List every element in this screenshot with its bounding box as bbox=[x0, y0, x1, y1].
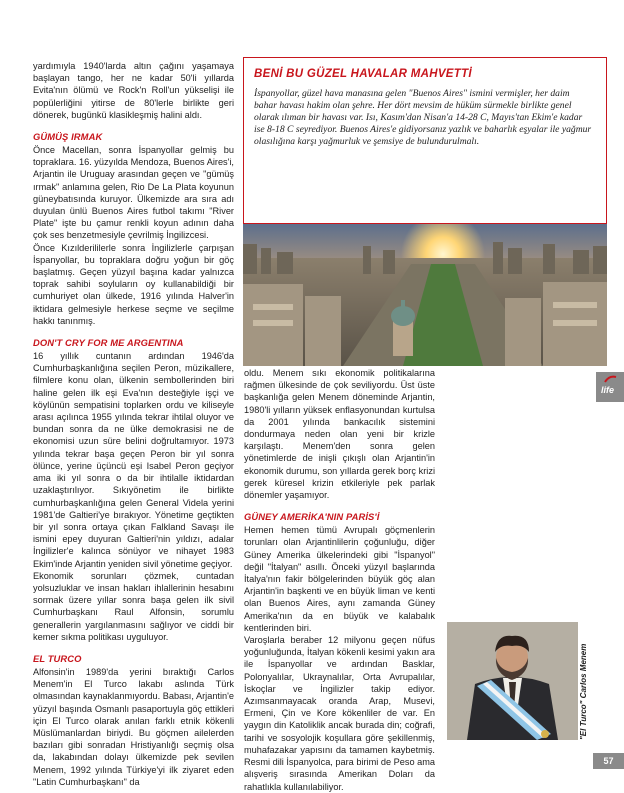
photo-caption: "El Turco" Carlos Menem bbox=[579, 643, 588, 740]
weather-info-box bbox=[243, 57, 607, 224]
weather-box-title: BENİ BU GÜZEL HAVALAR MAHVETTİ bbox=[254, 68, 472, 80]
paragraph: Ekonomik sorunları çözmek, cuntadan yolsuzluklar ve insan hakları ihlallerinin hesabını sormak üzere yıllar sonra başa gelen ilk sivil Cumhurbaşkanı Raul Alfonsin, sorumlu generallerin yargılanmasını sağlıyor ve ciddi bir kemer sıkma politikası uyguluyor. bbox=[33, 570, 234, 642]
section-heading-gumus-irmak: GÜMÜŞ IRMAK bbox=[33, 131, 103, 143]
section-heading-el-turco: EL TURCO bbox=[33, 652, 82, 664]
portrait-illustration bbox=[447, 622, 578, 740]
left-text-column bbox=[33, 60, 234, 788]
paragraph: 16 yıllık cuntanın ardından 1946'da Cumhurbaşkanlığına seçilen Peron, müzikallere, filmlere konu olan, ülkenin sembollerinden biri haline gelen ilk eşi Eva'nın desteğiyle işçi ve köylünün sempatisini toplarken ordu ve kiliseyle arası açılınca 1955 yılında tekrar ihtilal oluyor ve bundan sonra da ne ülke demokrasisi ne de ekonomisi uzun süre belini doğrultamıyor. 1973 yılında tekrar başa geçen Peron bir yıl sonra ölünce, yerine üçüncü eşi Isabel Peron geçiyor ama iki yıl sonra o da bir ihtilalle iktidardan uzaklaştırılıyor. Sıkıyönetim ile birlikte cumhurbaşkanlığına gelen General Videla yerini 1981'de Galtieri'ye bırakıyor. Yönetime geçtikten bir yıl sonra ortaya çıkan Falkland Savaşı ile ismini epey duyuran Galtieri'nin yıldızı, adalar İngilizler'e kalınca sönüyor ve nihayet 1983 Ekim'inde Arjantin yeniden sivil yönetime geçiyor. bbox=[33, 351, 234, 569]
carlos-menem-photo bbox=[447, 622, 578, 740]
section-heading-guney-amerika: GÜNEY AMERİKA'NIN PARİS'İ bbox=[244, 511, 380, 523]
paragraph: Hemen hemen tümü Avrupalı göçmenlerin torunları olan Arjantinlilerin çoğunluğu, diğer Güney Amerika ülkelerindeki gibi "İspanyol" değil "İtalyan" asıllı. Önceki yüzyıl başlarında İtalya'nın fakir bölgelerinden büyük göç alan Arjantin'in başkenti ve en büyük liman ve kenti olan Buenos Aires, aynı zamanda Güney Amerika'nın da en büyük ve kalabalık kentlerinden biri. bbox=[244, 525, 435, 633]
paragraph: Önce Kızılderililerle sonra İngilizlerle çarpışan İspanyollar, bu topraklara doğru yoğun bir göç başlatmış. Geçen yüzyıl başına kadar yalnızca toprak sahibi soyluların oy kullanabildiği bir cumhuriyet olan ülkede, 1916 yılında Halver'in iktidara gelmesiyle herkese seçme ve seçilme hakkı tanınmış. bbox=[33, 242, 234, 326]
logo-swoosh-icon bbox=[604, 375, 617, 384]
middle-text-column bbox=[244, 367, 435, 793]
paragraph: yardımıyla 1940'larda altın çağını yaşamaya başlayan tango, her ne kadar 50'li yıllarda Evita'nın ölümü ve Rock'n Roll'un yükselişi ile popülerliğini yitirse de 80'lerle birlikte geri dönerek, bugünkü klasikleşmiş halini aldı. bbox=[33, 61, 234, 120]
logo-text: life bbox=[601, 385, 615, 395]
paragraph: Alfonsin'in 1989'da yerini bıraktığı Carlos Menem'in El Turco lakabı aslında Türk olmasından kaynaklanmıyordu. Babası, Arjantin'e yüzyıl başında Osmanlı pasaportuyla göç ettikleri için El Turco olarak anılan farklı etnik kökenli Müslümanlardan biriydi. Bu göçmen ailelerden bazıları gibi sonradan Hristiyanlığı seçmiş olsa da, lakabından dolayı ülkemizde pek sevilen Menem, 1992 yılında Türkiye'yi ilk ziyaret eden "Latin Cumhurbaşkanı" da bbox=[33, 666, 234, 787]
paragraph: Varoşlarla beraber 12 milyonu geçen nüfus yoğunluğunda, İtalyan kökenli kesimi yakın ara ile İspanyollar ve ardından Basklar, Polonyalılar, Ukraynalılar, Orta Avrupalılar, İskoçlar ve İngilizler takip ediyor. Azımsanmayacak oranda Arap, Musevi, Ermeni, Çin ve Kore kökenliler de var. En yaygın din Katoliklik ancak burada din; coğrafi, tarihi ve sosyolojik koşullara göre şekillenmiş, muhafazakar yapısını da tamamen kaybetmiş. Resmi dili İspanyolca, para birimi de Peso ama alışveriş sırasında Amerikan Doları da rahatlıkla kullanılabiliyor. bbox=[244, 635, 435, 792]
buenos-aires-city-photo bbox=[243, 224, 607, 366]
page-number: 57 bbox=[593, 753, 624, 769]
weather-box-text: İspanyollar, güzel hava manasına gelen "Buenos Aires" ismini vermişler, her daim bahar havası hakim olan şehre. Her dört mevsim de hüküm sürmekle birlikte genel olarak ılıman bir havası var. Isı, Kasım'dan Nisan'a 14-28 C, Mayıs'tan Ekim'e kadar ise 8-18 C seyrediyor. Buenos Aires'e gidiyorsanız yazlık ve baharlık eşyalar ile yağmur olasılığına karşı yağmurluk ve şemsiye de bulundurulmalı. bbox=[254, 88, 592, 147]
magazine-logo-tab bbox=[596, 372, 624, 402]
paragraph: oldu. Menem sıkı ekonomik politikalarına rağmen ülkesinde de çok seviliyordu. Üst üste başkanlığa gelen Menem döneminde Arjantin, 1980'li yılların yüksek enflasyonundan kurtulsa da 2001 yılında bankacılık sistemini dondurmaya neden olan yeni bir krizle karşılaştı. Menem'den sonra gelen yönetimlerde de inişli çıkışlı olan Arjantin'in ekonomik durumu, son yıllarda gerek borç krizi gerek küresel krizin etkileriyle pek parlak dönemler yaşamıyor. bbox=[244, 368, 435, 501]
paragraph: Önce Macellan, sonra İspanyollar gelmiş bu topraklara. 16. yüzyılda Mendoza, Buenos Aires'i, Arjantin ile Uruguay arasından geçen ve "gümüş ırmak" anlamına gelen, Rio De La Plata koyunun güneybatısında kuruyor. Ülkemizde ara sıra adı duyulan ünlü Buenos Aires futbol takımı "River Plate" işte bu çamur renkli koyun adının daha çok ses benzetmesiyle çevrilmiş İngilizcesi. bbox=[33, 145, 234, 241]
city-skyline-illustration bbox=[243, 224, 607, 366]
section-heading-dont-cry: DON'T CRY FOR ME ARGENTINA bbox=[33, 337, 184, 349]
